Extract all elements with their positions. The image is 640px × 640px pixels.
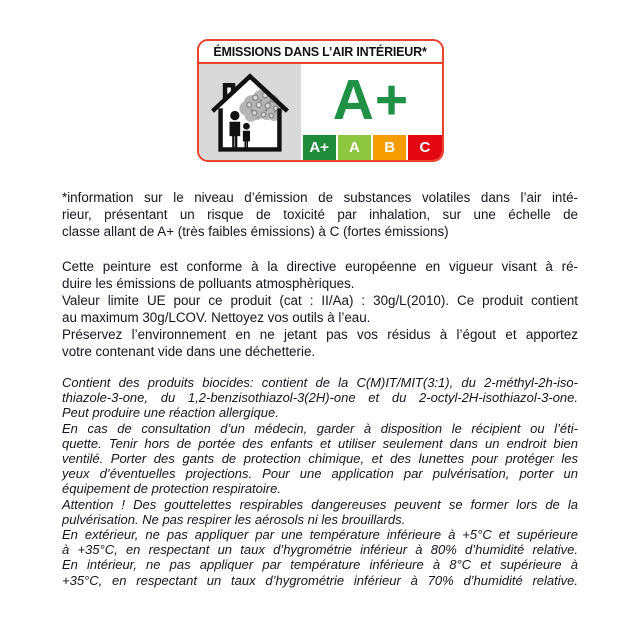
text-line: duire les émissions de polluants atmosphèriques. (62, 276, 355, 291)
paragraph (62, 421, 578, 497)
emissions-label (197, 39, 444, 162)
text-line: Contient des produits biocides: contient de la C(M)IT/MIT(3:1), du 2-méthyl-2h-iso- (62, 375, 578, 390)
paragraph (62, 258, 578, 292)
paragraph (62, 527, 578, 557)
text-line: +35°C, en respectant un taux d’hygrométrie inférieur à 70% d’humidité relative. (62, 572, 578, 588)
text-line: En intérieur, ne pas appliquer par température inférieure à 8°C et supérieure à (62, 557, 578, 573)
paragraph (62, 326, 578, 360)
text-line: Cette peinture est conforme à la directive européenne en vigueur visant à ré- (62, 259, 578, 274)
scale-cell-a: A (338, 135, 371, 160)
text-line: au maximum 30g/LCOV. Nettoyez vos outils à l’eau. (62, 310, 371, 325)
text-line: rieur, présentant un risque de toxicité par inhalation, sur une échelle de (62, 207, 578, 222)
house-emissions-icon (207, 71, 293, 153)
text-line: classe allant de A+ (très faibles émissions) à C (fortes émissions) (62, 224, 449, 239)
paragraph (62, 375, 578, 421)
text-line: votre contenant vide dans une déchetterie. (62, 344, 316, 359)
text-line: pulvérisation. Ne pas respirer les aérosols ni les brouillards. (62, 511, 406, 527)
text-line: thiazole-3-one, du 1,2-benzisothiazol-3(2H)-one et du 2-octyl-2H-isothiazol-3-one. (62, 390, 578, 406)
text-line: *information sur le niveau d’émission de substances volatiles dans l’air inté- (62, 190, 578, 205)
text-line: yeux d’éventuelles projections. Pour une application par pulvérisation, porter un (62, 466, 578, 482)
emission-scale (301, 135, 442, 160)
paragraph-block (62, 258, 578, 360)
house-panel (199, 64, 301, 160)
paragraph-block (62, 189, 578, 240)
label-text (62, 189, 578, 588)
grade-panel (301, 64, 442, 160)
text-line: Peut produire une réaction allergique. (62, 405, 279, 421)
scale-cell-c: C (408, 135, 441, 160)
paragraph-block (62, 375, 578, 588)
text-line: quette. Tenir hors de portée des enfants et utiliser seulement dans un endroit bien (62, 435, 578, 451)
scale-cell-b: B (373, 135, 406, 160)
paragraph (62, 497, 578, 527)
label-title: ÉMISSIONS DANS L’AIR INTÉRIEUR* (199, 41, 442, 64)
paragraph (62, 189, 578, 240)
paragraph (62, 557, 578, 587)
text-line: En extérieur, ne pas appliquer par une température inférieure à +5°C et supérieure (62, 527, 578, 543)
text-line: Valeur limite UE pour ce produit (cat : II/Aa) : 30g/L(2010). Ce produit contient (62, 293, 578, 308)
scale-cell-a-plus: A+ (303, 135, 336, 160)
text-line: En cas de consultation d’un médecin, garder à disposition le récipient ou l’éti- (62, 420, 578, 436)
text-line: Attention ! Des gouttelettes respirables dangereuses peuvent se former lors de la (62, 496, 578, 512)
text-line: équipement de protection respiratoire. (62, 481, 281, 497)
text-line: à +35°C, en respectant un taux d’hygrométrie inférieur à 80% d’humidité relative. (62, 542, 578, 558)
text-line: Préservez l’environnement en ne jetant pas vos résidus à l’égout et apportez (62, 327, 578, 342)
paragraph (62, 292, 578, 326)
label-main (199, 64, 442, 160)
text-line: ventilé. Porter des gants de protection chimique, et des lunettes pour protéger les (62, 451, 578, 467)
emission-grade: A+ (332, 68, 410, 132)
